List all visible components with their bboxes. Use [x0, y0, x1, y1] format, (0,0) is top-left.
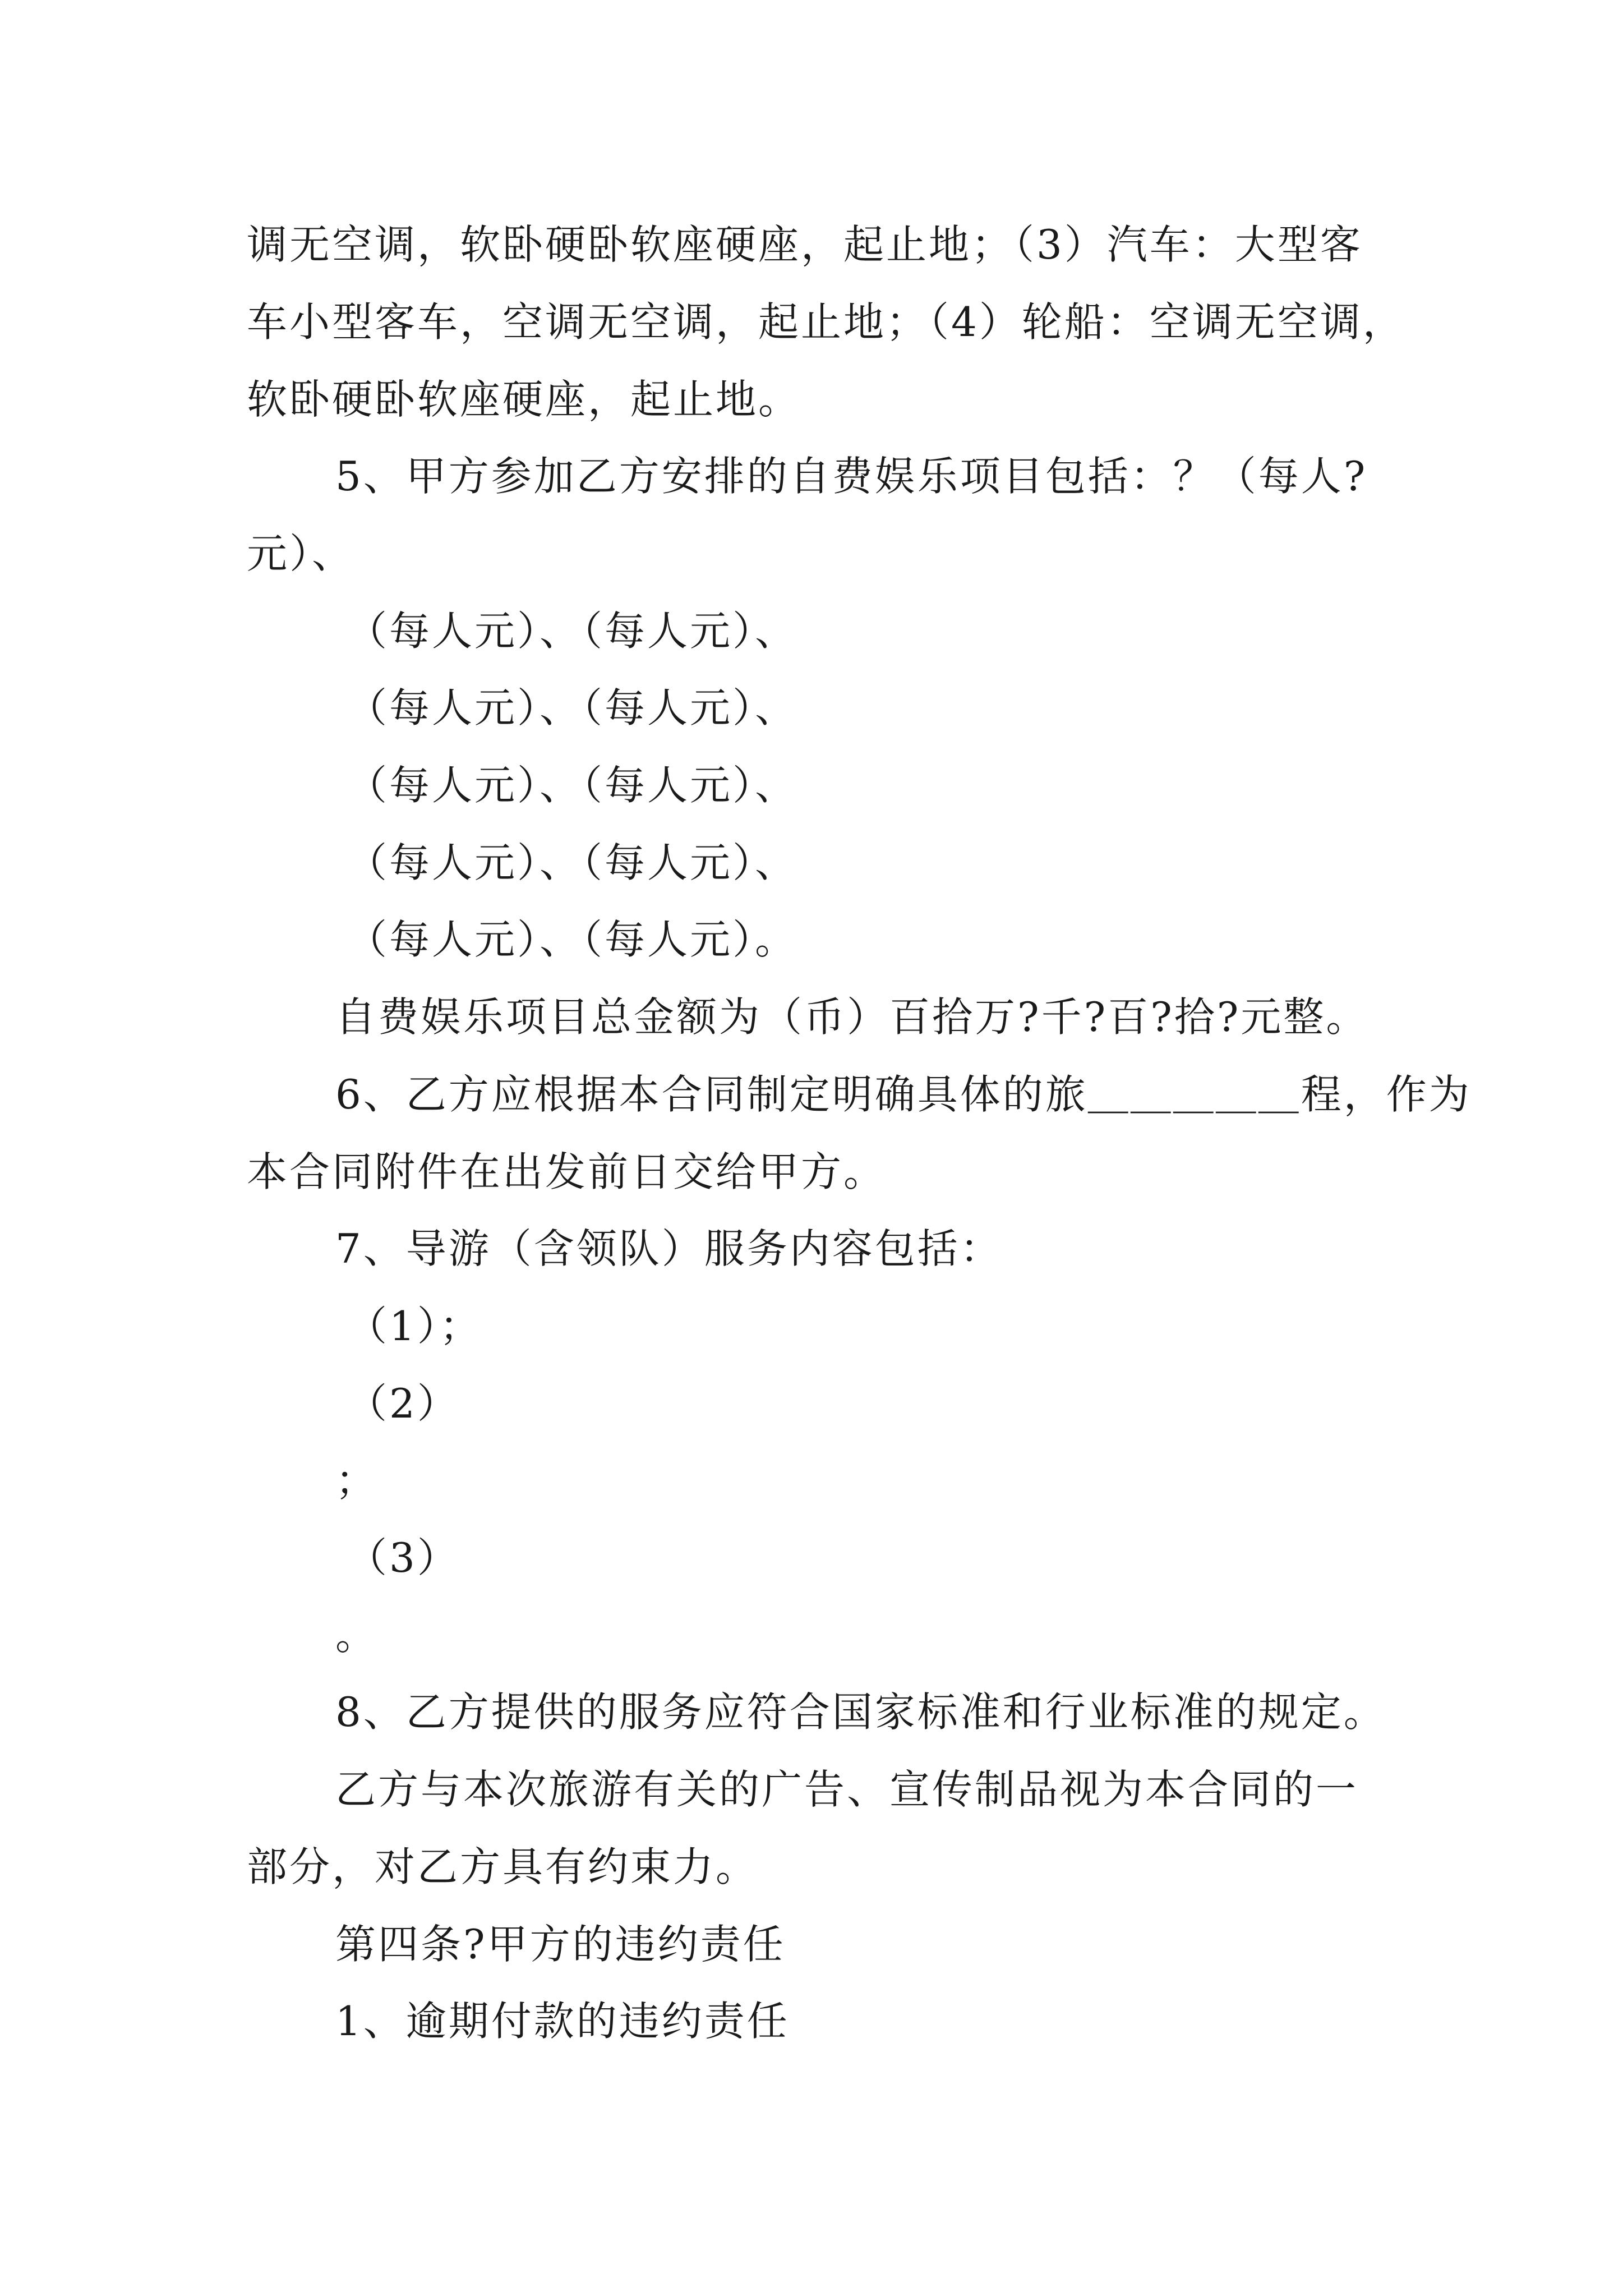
text-line: 6、乙方应根据本合同制定明确具体的旅＿＿＿＿＿程，作为: [335, 1071, 1472, 1118]
text-line: （2）: [347, 1380, 460, 1427]
text-line: （每人元）、（每人元）、: [347, 762, 798, 809]
text-line: （每人元）、（每人元）。: [347, 916, 798, 963]
text-line: 调无空调，软卧硬卧软座硬座，起止地；（3）汽车：大型客: [247, 221, 1363, 268]
text-line: （3）: [347, 1534, 460, 1581]
text-line: 部分，对乙方具有约束力。: [247, 1843, 759, 1890]
text-line: 。: [335, 1612, 379, 1659]
text-line: 自费娱乐项目总金额为（币）百拾万?千?百?拾?元整。: [335, 993, 1369, 1041]
text-line: ；: [335, 1457, 379, 1504]
text-line: 8、乙方提供的服务应符合国家标准和行业标准的规定。: [335, 1688, 1386, 1736]
text-line: 软卧硬卧软座硬座，起止地。: [247, 376, 801, 423]
text-line: 1、逾期付款的违约责任: [335, 1998, 790, 2045]
text-line: （每人元）、（每人元）、: [347, 684, 798, 731]
section-heading: 第四条?甲方的违约责任: [335, 1921, 786, 1968]
text-line: 本合同附件在出发前日交给甲方。: [247, 1148, 887, 1195]
text-line: （1）；: [347, 1303, 482, 1350]
text-line: （每人元）、（每人元）、: [347, 839, 798, 886]
text-line: 5、甲方参加乙方安排的自费娱乐项目包括：？（每人?: [335, 453, 1368, 500]
text-line: 元）、: [247, 530, 355, 577]
text-line: 乙方与本次旅游有关的广告、宣传制品视为本合同的一: [335, 1766, 1359, 1813]
text-line: （每人元）、（每人元）、: [347, 608, 798, 655]
text-line: 7、导游（含领队）服务内容包括：: [335, 1225, 1003, 1272]
text-line: 车小型客车，空调无空调，起止地；（4）轮船：空调无空调，: [247, 298, 1405, 346]
